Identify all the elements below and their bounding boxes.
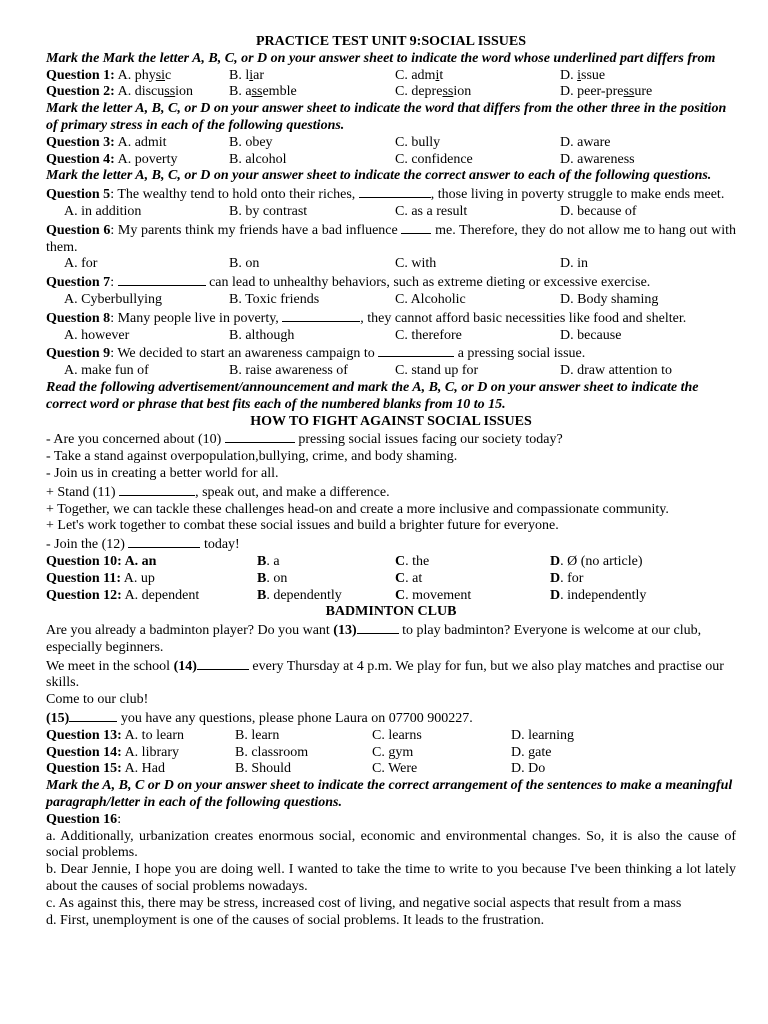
answer-blank [378, 344, 454, 357]
answer-blank [359, 185, 431, 198]
instruction-arrangement: Mark the A, B, C or D on your answer sheet to indicate the correct arrangement of the sentences to make a meaningful paragraph/letter in each of the following questions. [46, 778, 733, 811]
question-8-stem: Question 8: Many people live in poverty, , they cannot afford basic necessities like food and shelter. [46, 310, 687, 326]
answer-blank [197, 657, 249, 670]
sentence-a: a. Additionally, urbanization creates enormous social, economic and environmental changes. So, it is also the cause of social problems. [46, 828, 736, 861]
answer-blank [401, 221, 431, 234]
ad-line: + Together, we can tackle these challenges head-on and create a more inclusive and compassionate community. [46, 501, 669, 517]
question-4: Question 4: A. poverty B. alcohol C. confidence D. awareness [46, 151, 635, 167]
page-title: PRACTICE TEST UNIT 9:SOCIAL ISSUES [256, 34, 526, 49]
question-12: Question 12: A. dependent B. dependently C. movement D. independently [46, 587, 647, 603]
ad-line: - Join the (12) today! [46, 537, 240, 553]
question-3: Question 3: A. admit B. obey C. bully D. aware [46, 134, 611, 150]
advertisement-heading: HOW TO FIGHT AGAINST SOCIAL ISSUES [250, 413, 532, 429]
ad-line: + Let's work together to combat these social issues and build a brighter future for everyone. [46, 518, 559, 534]
badminton-heading: BADMINTON CLUB [325, 604, 457, 620]
question-7-options: A. Cyberbullying B. Toxic friends C. Alcoholic D. Body shaming [64, 291, 659, 307]
question-6-options: A. for B. on C. with D. in [64, 256, 588, 272]
question-15: Question 15: A. Had B. Should C. Were D. Do [46, 761, 546, 777]
ad-line: - Take a stand against overpopulation,bullying, crime, and body shaming. [46, 449, 458, 465]
ad-line: - Are you concerned about (10) pressing social issues facing our society today? [46, 432, 563, 448]
question-7-stem: Question 7: can lead to unhealthy behaviors, such as extreme dieting or excessive exercise. [46, 275, 651, 291]
question-9-options: A. make fun of B. raise awareness of C. stand up for D. draw attention to [64, 363, 672, 379]
instruction-cloze: Read the following advertisement/announcement and mark the A, B, C, or D on your answer sheet to indicate the correct word or phrase that best fits each of the numbered blanks from 10 to 15. [46, 379, 699, 412]
question-13: Question 13: A. to learn B. learn C. learns D. learning [46, 727, 574, 743]
answer-blank [69, 709, 117, 722]
instruction-grammar: Mark the letter A, B, C, or D on your answer sheet to indicate the correct answer to each of the following questions. [46, 168, 712, 184]
question-14: Question 14: A. library B. classroom C. gym D. gate [46, 744, 552, 760]
sentence-c: c. As against this, there may be stress, increased cost of living, and negative social aspects that result from a mass [46, 895, 682, 911]
instruction-stress: Mark the letter A, B, C, or D on your answer sheet to indicate the word that differs from the other three in the position of primary stress in each of the following questions. [46, 101, 727, 133]
question-2: Question 2: A. discussion B. assemble C. depression D. peer-pressure [46, 84, 653, 100]
answer-blank [225, 430, 295, 443]
question-2-label: Question 2: [46, 84, 115, 100]
badminton-paragraph: Are you already a badminton player? Do you want (13) to play badminton? Everyone is welcome at our club, especially beginners. [46, 623, 702, 655]
answer-blank [357, 621, 399, 634]
answer-blank [118, 273, 206, 286]
sentence-b: b. Dear Jennie, I hope you are doing well. I wanted to take the time to write to you because I've been thinking a lot lately about the causes of social problems nowadays. [46, 862, 736, 895]
badminton-paragraph: Come to our club! [46, 692, 149, 708]
question-5-options: A. in addition B. by contrast C. as a result D. because of [64, 203, 637, 219]
question-16-label: Question 16: [46, 811, 122, 827]
sentence-d: d. First, unemployment is one of the causes of social problems. It leads to the frustration. [46, 912, 545, 928]
question-10: Question 10: A. an B. a C. the D. Ø (no article) [46, 553, 643, 569]
answer-blank [282, 309, 360, 322]
badminton-paragraph: We meet in the school (14) every Thursday at 4 p.m. We play for fun, but we also play matches and practise our skills. [46, 658, 724, 691]
answer-blank [128, 535, 200, 548]
question-8-options: A. however B. although C. therefore D. because [64, 327, 622, 343]
question-11: Question 11: A. up B. on C. at D. for [46, 570, 584, 586]
instruction-pronunciation: Mark the Mark the letter A, B, C, or D on your answer sheet to indicate the word whose underlined part differs from [46, 50, 716, 66]
question-9-stem: Question 9: We decided to start an awareness campaign to a pressing social issue. [46, 346, 586, 362]
badminton-paragraph: (15) you have any questions, please phone Laura on 07700 900227. [46, 711, 473, 727]
ad-line: + Stand (11) , speak out, and make a difference. [46, 484, 390, 500]
answer-blank [119, 483, 195, 496]
worksheet-page [46, 0, 736, 929]
question-6-stem: Question 6: My parents think my friends have a bad influence me. Therefore, they do not allow me to hang out with them. [46, 222, 736, 255]
question-1-label: Question 1: [46, 67, 115, 83]
question-1: Question 1: A. physic B. liar C. admit D. issue [46, 67, 606, 83]
ad-line: - Join us in creating a better world for all. [46, 465, 279, 481]
question-5-stem: Question 5: The wealthy tend to hold onto their riches, , those living in poverty struggle to make ends meet. [46, 187, 725, 203]
